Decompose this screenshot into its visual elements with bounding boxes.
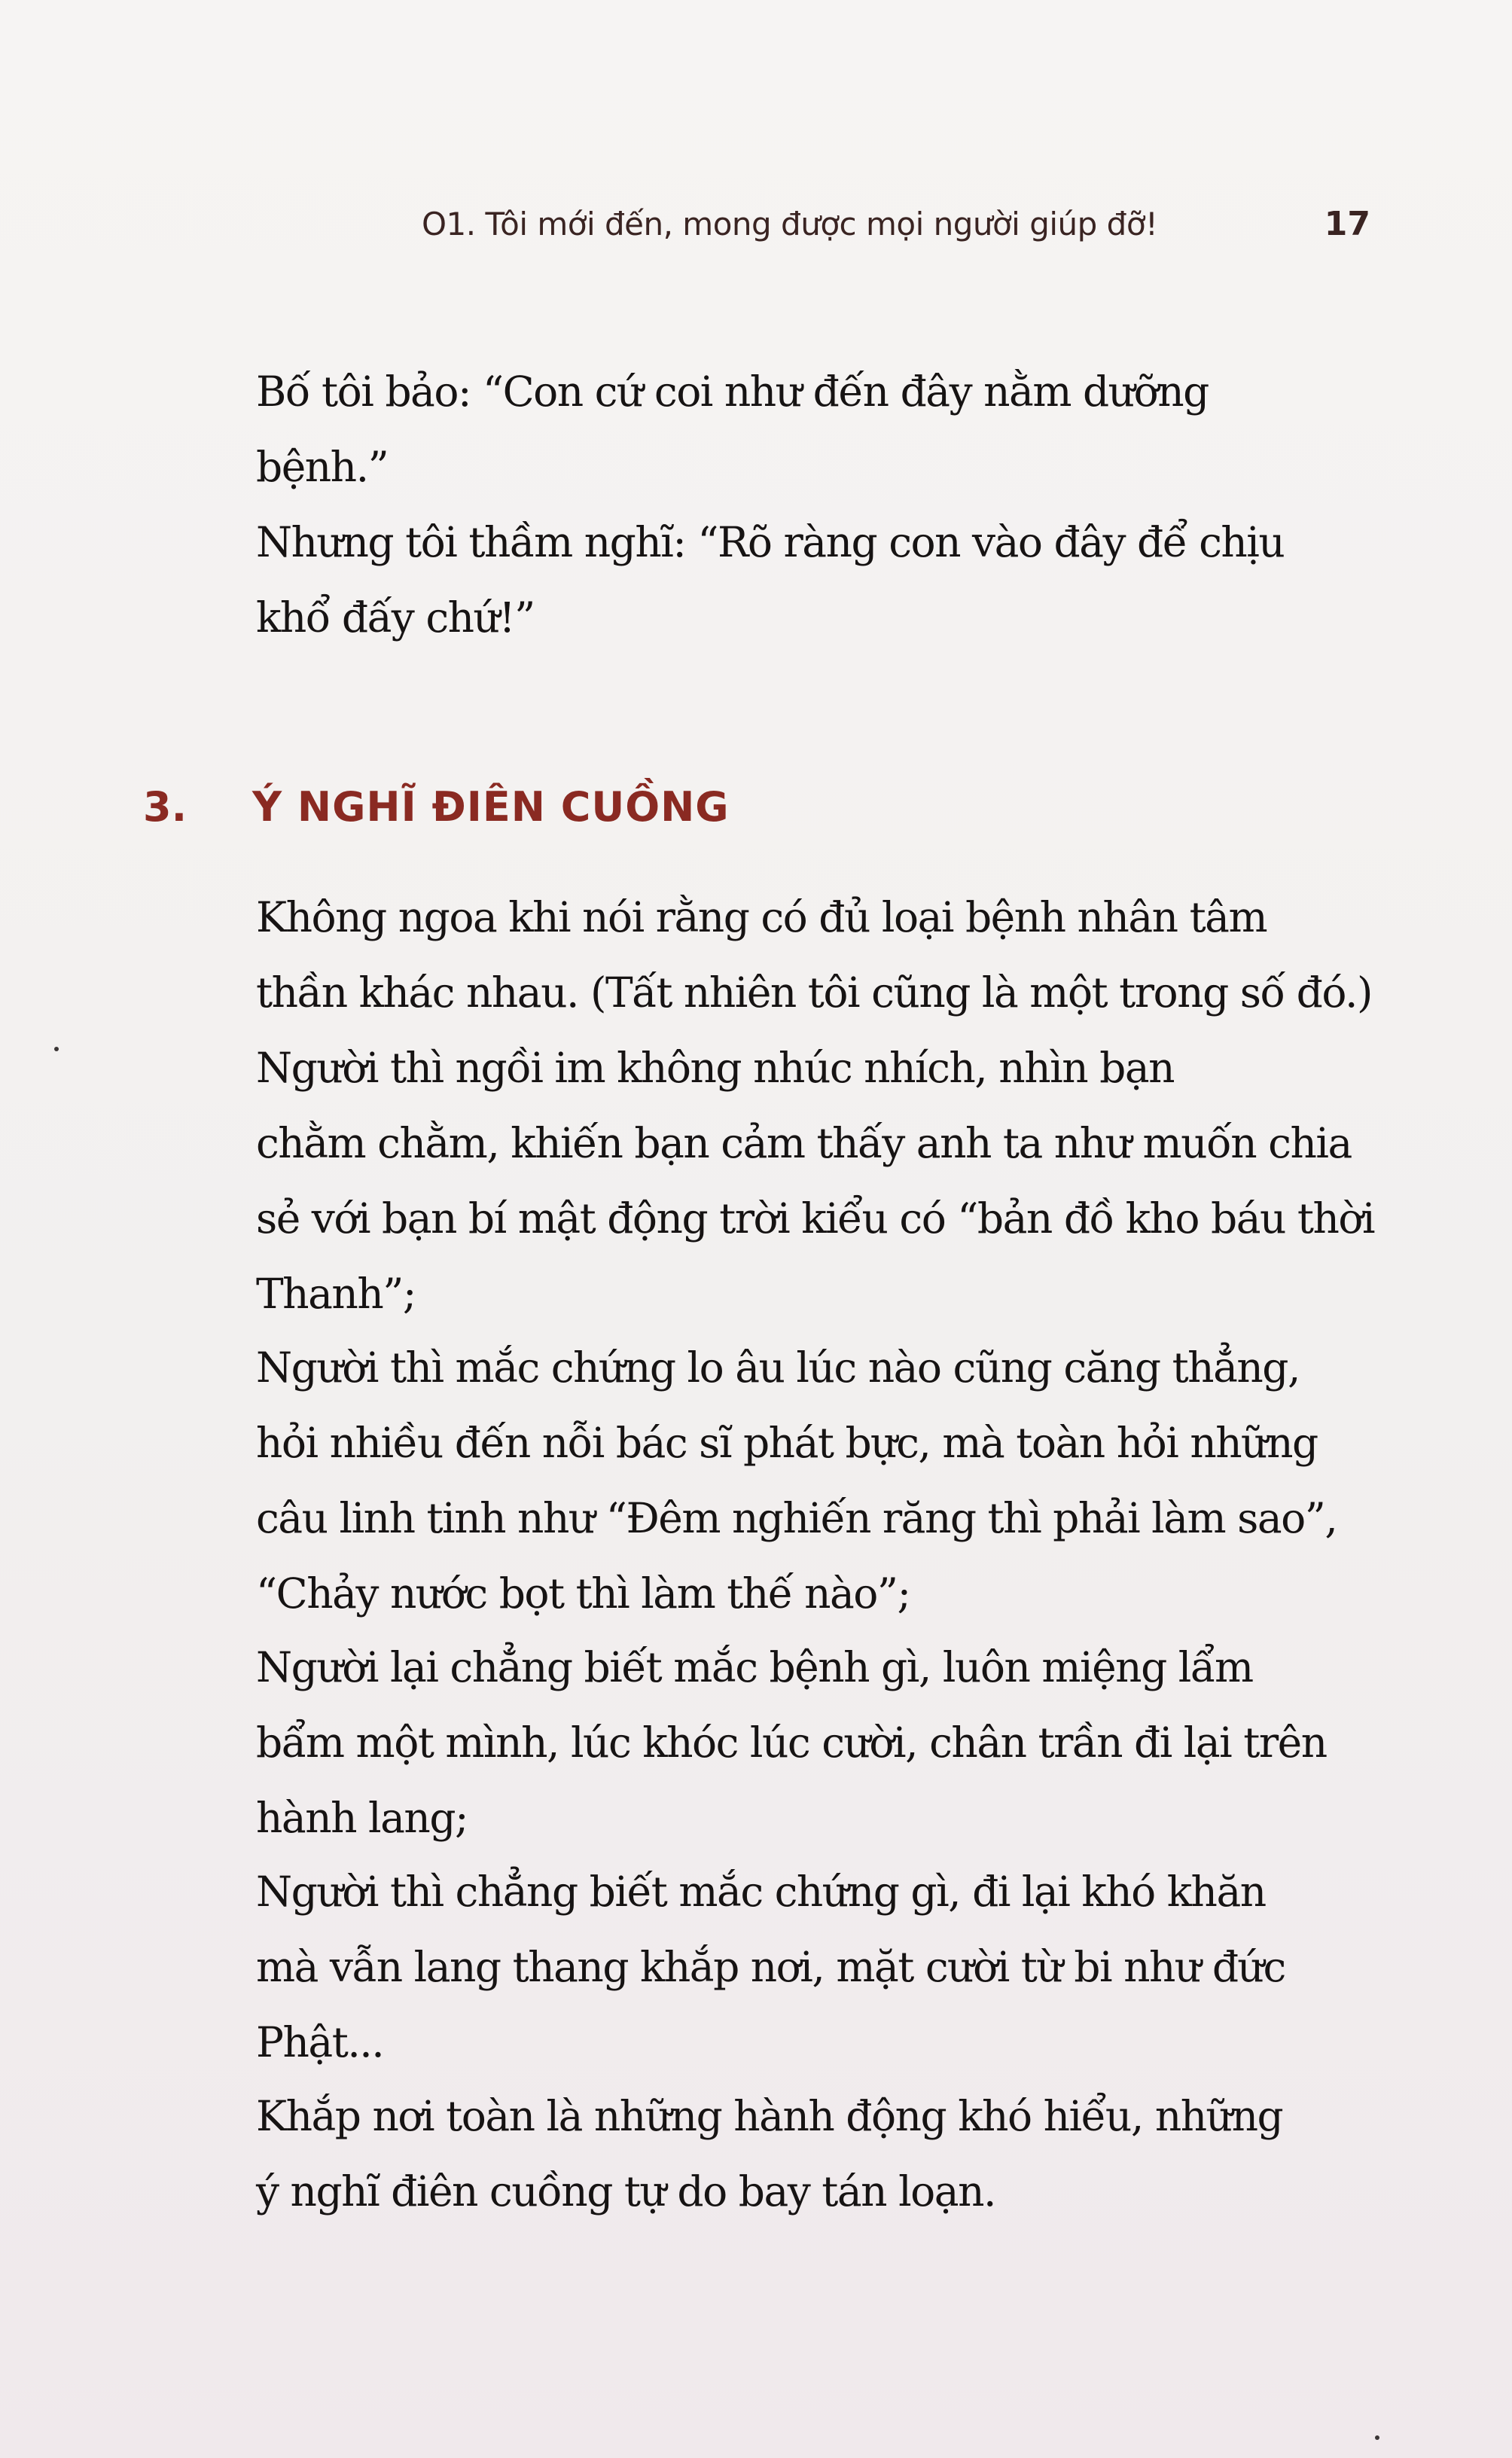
text-line: “Chảy nước bọt thì làm thế nào”;	[256, 1569, 910, 1618]
text-line: Nhưng tôi thầm nghĩ: “Rõ ràng con vào đây để chịu	[256, 518, 1285, 566]
text-line: Khắp nơi toàn là những hành động khó hiểu, những	[256, 2092, 1283, 2140]
text-line: bệnh.”	[256, 443, 389, 491]
text-line: khổ đấy chứ!”	[256, 593, 535, 642]
text-line: chằm chằm, khiến bạn cảm thấy anh ta như muốn chia	[256, 1119, 1352, 1167]
text-line: Người lại chẳng biết mắc bệnh gì, luôn miệng lẩm	[256, 1643, 1253, 1691]
running-header	[422, 194, 1370, 255]
text-line: Người thì chẳng biết mắc chứng gì, đi lại khó khăn	[256, 1868, 1266, 1916]
text-line: thần khác nhau. (Tất nhiên tôi cũng là một trong số đó.)	[256, 968, 1372, 1017]
text-line: Bố tôi bảo: “Con cứ coi như đến đây nằm dưỡng	[256, 367, 1209, 416]
paragraph	[128, 354, 1318, 505]
paragraph	[128, 1630, 1327, 1856]
paragraph	[128, 880, 1372, 1030]
text-line: Người thì ngồi im không nhúc nhích, nhìn bạn	[256, 1044, 1175, 1092]
text-line: hành lang;	[256, 1794, 468, 1842]
text-line: bẩm một mình, lúc khóc lúc cười, chân trần đi lại trên	[256, 1718, 1327, 1767]
print-speck	[1375, 2435, 1379, 2440]
section-number: 3.	[143, 783, 187, 831]
text-line: ý nghĩ điên cuồng tự do bay tán loạn.	[256, 2167, 995, 2216]
section-title: Ý NGHĨ ĐIÊN CUỒNG	[252, 783, 730, 831]
text-line: Thanh”;	[256, 1270, 416, 1318]
text-line: Không ngoa khi nói rằng có đủ loại bệnh nhân tâm	[256, 893, 1267, 941]
paragraph	[128, 2078, 1318, 2229]
text-line: hỏi nhiều đến nỗi bác sĩ phát bực, mà toàn hỏi những	[256, 1419, 1318, 1467]
text-line: Phật...	[256, 2018, 384, 2066]
paragraph	[128, 1330, 1337, 1631]
text-line: mà vẫn lang thang khắp nơi, mặt cười từ bi như đức	[256, 1943, 1285, 1991]
paragraph	[128, 1030, 1375, 1331]
text-line: câu linh tinh như “Đêm nghiến răng thì phải làm sao”,	[256, 1494, 1337, 1542]
chapter-title: O1. Tôi mới đến, mong được mọi người giúp đỡ!	[422, 206, 1158, 242]
text-line: sẻ với bạn bí mật động trời kiểu có “bản đồ kho báu thời	[256, 1194, 1375, 1243]
paragraph	[128, 1854, 1318, 2080]
print-speck	[54, 1047, 59, 1051]
page-number: 17	[1324, 205, 1370, 243]
paragraph	[128, 505, 1318, 655]
text-line: Người thì mắc chứng lo âu lúc nào cũng căng thẳng,	[256, 1343, 1300, 1392]
